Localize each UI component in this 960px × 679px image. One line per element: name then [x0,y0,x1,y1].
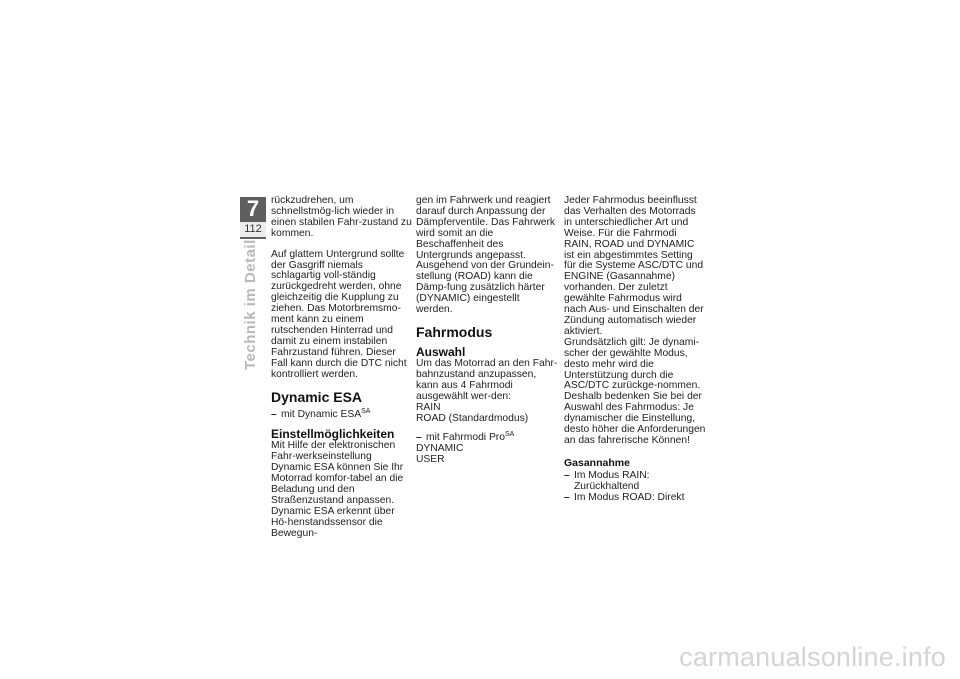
text-column-3 [564,196,706,504]
paragraph: Mit Hilfe der elektronischen Fahr-werkseinstellung Dynamic ESA können Sie Ihr Motorrad komfor-tabel an die Beladung und den Straßenzustand anpassen. Dynamic ESA erkennt über Hö-henstandssensor die Bewegun- [271,440,404,539]
page-number: 112 [240,222,266,237]
chapter-tab [240,197,266,239]
paragraph: Grundsätzlich gilt: Je dynami-scher der gewählte Modus, desto mehr wird die Unterstützung durch die ASC/DTC zurückge-nommen. Deshalb bedenken Sie bei der Auswahl des Fahrmodus: Je dynamischer die Einstellung, desto höher die Anforderungen an das fahrerische Können! [564,336,706,446]
text-column-1 [271,196,413,540]
paragraph: Jeder Fahrmodus beeinflusst das Verhalten des Motorrads in unterschiedlicher Art und Weise. Für die Fahrmodi RAIN, ROAD und DYNAMIC ist ein abgestimmtes Setting für die Systeme ASC/DTC und ENGINE (Gasannahme) vorhanden. Der zuletzt gewählte Fahrmodus wird nach Aus- und Einschalten der Zündung automatisch wieder aktiviert. [564,195,704,337]
mode-rain: RAIN [416,401,441,413]
bullet-item [271,407,413,421]
bullet-item: – Im Modus RAIN: Zurückhaltend [564,471,706,493]
section-heading-fahrmodus: Fahrmodus [416,323,493,340]
subheading-einstellmoeglichkeiten: Einstellmöglichkeiten [271,427,395,442]
paragraph: gen im Fahrwerk und reagiert darauf durch Anpassung der Dämpferventile. Das Fahrwerk wird somit an die Beschaffenheit des Untergrunds angepasst. Ausgehend von der Grundein-stellung (ROAD) kann die Dämp-fung zusätzlich härter (DYNAMIC) eingestellt werden. [416,195,556,316]
sa-superscript: SA [361,407,371,415]
subheading-auswahl: Auswahl [416,344,466,359]
mode-user: USER [416,454,445,466]
mode-road: ROAD (Standardmodus) [416,412,529,424]
bullet-text: mit Fahrmodi Pro [426,432,505,444]
chapter-title: Technik im Detail [242,239,259,370]
paragraph: Auf glattem Untergrund sollte der Gasgriff niemals schlagartig voll-ständig zurückgedreht werden, ohne gleichzeitig die Kupplung zu ziehen. Das Motorbremsmo-ment kann zu einem rutschenden Hinterrad und damit zu einem instabilen Fahrzustand führen. Dieser Fall kann durch die DTC nicht kontrolliert werden. [271,248,407,380]
section-heading-dynamic-esa: Dynamic ESA [271,388,363,405]
bullet-item [416,433,558,444]
mode-dynamic: DYNAMIC [416,443,464,455]
sa-superscript: SA [504,431,515,439]
watermark: carmanualsonline.info [679,642,946,672]
subheading-gasannahme: Gasannahme [564,456,630,469]
bullet-text: mit Dynamic ESA [281,408,362,420]
chapter-number: 7 [246,196,260,221]
paragraph: Um das Motorrad an den Fahr-bahnzustand anzupassen, kann aus 4 Fahrmodi ausgewählt wer-den: [416,357,558,402]
text-column-2 [416,196,558,466]
paragraph: rückzudrehen, um schnellstmög-lich wieder in einen stabilen Fahr-zustand zu kommen. [271,195,412,239]
bullet-item: – Im Modus ROAD: Direkt [564,493,706,504]
